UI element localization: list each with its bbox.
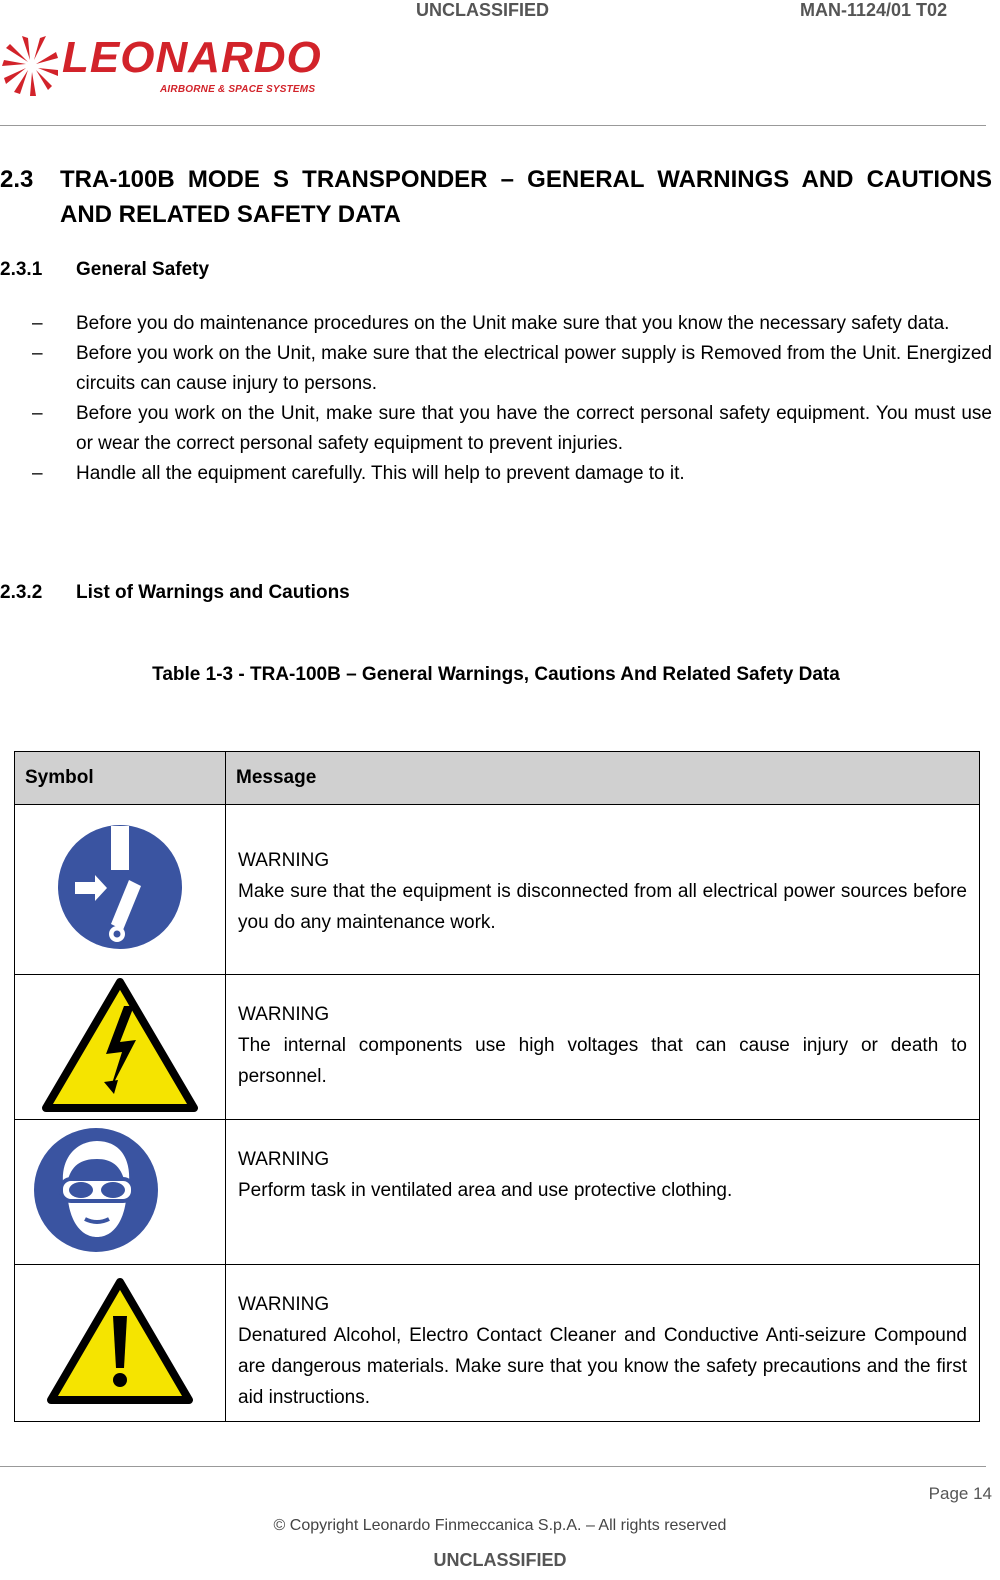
- header-classification: UNCLASSIFIED: [416, 0, 550, 20]
- subsection-number-general-safety: 2.3.1: [0, 259, 43, 280]
- list-item: – Handle all the equipment carefully. This will help to prevent damage to it.: [76, 459, 992, 489]
- table-row: [15, 1265, 980, 1422]
- table-caption: Table 1-3 - TRA-100B – General Warnings, Cautions And Related Safety Data: [152, 664, 840, 685]
- general-warning-icon: [45, 1276, 195, 1406]
- logo-tagline: AIRBORNE & SPACE SYSTEMS: [160, 84, 316, 95]
- leonardo-logo: [0, 30, 330, 102]
- section-title: TRA-100B MODE S TRANSPONDER – GENERAL WARNINGS AND CAUTIONS AND RELATED SAFETY DATA: [60, 166, 992, 228]
- subsection-number-warnings: 2.3.2: [0, 582, 43, 603]
- message-cell: [226, 1265, 980, 1422]
- warning-text: The internal components use high voltages that can cause injury or death to personnel.: [238, 1035, 967, 1087]
- table-row: [15, 975, 980, 1120]
- footer-classification: UNCLASSIFIED: [433, 1550, 567, 1570]
- bullet-dash: –: [32, 463, 43, 484]
- warning-text: Perform task in ventilated area and use protective clothing.: [238, 1180, 733, 1201]
- message-cell: [226, 1120, 980, 1265]
- leonardo-star-icon: [0, 32, 62, 98]
- symbol-cell: [15, 1120, 226, 1265]
- warning-text: Denatured Alcohol, Electro Contact Cleaner and Conductive Anti-seizure Compound are dangerous materials. Make sure that you know the safety precautions and the first aid instructions.: [238, 1325, 967, 1408]
- header-doc-number: MAN-1124/01 T02: [800, 0, 948, 20]
- bullet-dash: –: [32, 343, 43, 364]
- bullet-dash: –: [32, 313, 43, 334]
- symbol-cell: [15, 805, 226, 975]
- section-heading: [0, 162, 992, 232]
- warning-heading: WARNING: [238, 850, 330, 871]
- bullet-dash: –: [32, 403, 43, 424]
- message-cell: [226, 975, 980, 1120]
- logo-wordmark: LEONARDO: [62, 33, 322, 82]
- warning-heading: WARNING: [238, 1294, 330, 1315]
- high-voltage-icon: [40, 976, 200, 1114]
- column-header-message: Message: [226, 752, 980, 805]
- footer-divider: [0, 1466, 986, 1467]
- table-row: [15, 1120, 980, 1265]
- section-number: 2.3: [0, 166, 34, 193]
- warning-heading: WARNING: [238, 1004, 330, 1025]
- subsection-title-general-safety: General Safety: [76, 259, 210, 280]
- table-row: [15, 805, 980, 975]
- header-divider: [0, 125, 986, 126]
- subsection-title-warnings: List of Warnings and Cautions: [76, 582, 350, 603]
- list-item: – Before you work on the Unit, make sure that you have the correct personal safety equipment. You must use or wear the correct personal safety equipment to prevent injuries.: [76, 399, 992, 459]
- warning-heading: WARNING: [238, 1149, 330, 1170]
- safety-table: [14, 751, 980, 1422]
- column-header-symbol: Symbol: [15, 752, 226, 805]
- copyright: © Copyright Leonardo Finmeccanica S.p.A. – All rights reserved: [273, 1517, 727, 1534]
- message-cell: [226, 805, 980, 975]
- page-number: Page 14: [928, 1484, 992, 1503]
- disconnect-power-icon: [55, 822, 185, 952]
- table-header-row: [15, 752, 980, 805]
- eye-protection-icon: [31, 1125, 161, 1255]
- general-safety-list: [32, 309, 992, 489]
- list-item: – Before you do maintenance procedures on the Unit make sure that you know the necessary safety data.: [76, 309, 992, 339]
- symbol-cell: [15, 975, 226, 1120]
- warning-text: Make sure that the equipment is disconnected from all electrical power sources before you do any maintenance work.: [238, 881, 967, 933]
- symbol-cell: [15, 1265, 226, 1422]
- list-item: – Before you work on the Unit, make sure that the electrical power supply is Removed from the Unit. Energized circuits can cause injury to persons.: [76, 339, 992, 399]
